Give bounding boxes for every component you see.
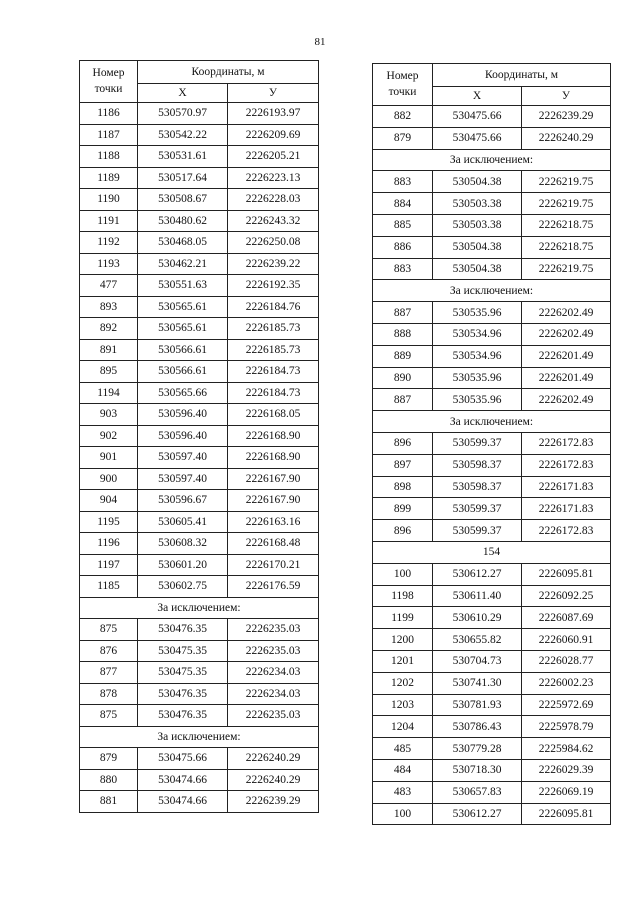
- header-point-number: Номер точки: [373, 64, 433, 106]
- section-row: [373, 280, 611, 302]
- point-number-cell: 1199: [373, 607, 433, 629]
- x-coordinate-cell: 530475.66: [433, 127, 522, 149]
- point-number-cell: 877: [80, 662, 138, 684]
- y-coordinate-cell: 2226192.35: [228, 275, 319, 297]
- y-coordinate-cell: 2225984.62: [522, 738, 611, 760]
- table-row: [80, 189, 319, 211]
- x-coordinate-cell: 530718.30: [433, 759, 522, 781]
- header-y: У: [228, 84, 319, 103]
- table-row: [373, 302, 611, 324]
- table-row: [373, 127, 611, 149]
- x-coordinate-cell: 530475.35: [138, 640, 228, 662]
- point-number-cell: 485: [373, 738, 433, 760]
- point-number-cell: 896: [373, 520, 433, 542]
- point-number-cell: 887: [373, 389, 433, 411]
- table-row: [373, 607, 611, 629]
- y-coordinate-cell: 2226250.08: [228, 232, 319, 254]
- table-row: [80, 124, 319, 146]
- table-row: [80, 210, 319, 232]
- x-coordinate-cell: 530565.66: [138, 382, 228, 404]
- y-coordinate-cell: 2226171.83: [522, 476, 611, 498]
- table-row: [373, 345, 611, 367]
- x-coordinate-cell: 530657.83: [433, 781, 522, 803]
- y-coordinate-cell: 2226002.23: [522, 672, 611, 694]
- x-coordinate-cell: 530612.27: [433, 563, 522, 585]
- x-coordinate-cell: 530503.38: [433, 193, 522, 215]
- y-coordinate-cell: 2226240.29: [228, 769, 319, 791]
- y-coordinate-cell: 2226234.03: [228, 662, 319, 684]
- table-row: [80, 662, 319, 684]
- point-number-cell: 897: [373, 454, 433, 476]
- x-coordinate-cell: 530611.40: [433, 585, 522, 607]
- x-coordinate-cell: 530503.38: [433, 214, 522, 236]
- table-row: [80, 576, 319, 598]
- point-number-cell: 892: [80, 318, 138, 340]
- y-coordinate-cell: 2226201.49: [522, 345, 611, 367]
- table-row: [80, 103, 319, 125]
- table-row: [80, 296, 319, 318]
- table-row: [373, 650, 611, 672]
- point-number-cell: 895: [80, 361, 138, 383]
- table-row: [373, 498, 611, 520]
- y-coordinate-cell: 2226167.90: [228, 490, 319, 512]
- y-coordinate-cell: 2226069.19: [522, 781, 611, 803]
- table-row: [373, 759, 611, 781]
- x-coordinate-cell: 530597.40: [138, 447, 228, 469]
- table-row: [80, 683, 319, 705]
- table-row: [373, 520, 611, 542]
- y-coordinate-cell: 2226202.49: [522, 323, 611, 345]
- point-number-cell: 483: [373, 781, 433, 803]
- y-coordinate-cell: 2225978.79: [522, 716, 611, 738]
- point-number-cell: 896: [373, 432, 433, 454]
- y-coordinate-cell: 2226184.76: [228, 296, 319, 318]
- y-coordinate-cell: 2226240.29: [522, 127, 611, 149]
- x-coordinate-cell: 530534.96: [433, 323, 522, 345]
- x-coordinate-cell: 530504.38: [433, 236, 522, 258]
- x-coordinate-cell: 530475.66: [433, 106, 522, 128]
- point-number-cell: 879: [373, 127, 433, 149]
- x-coordinate-cell: 530779.28: [433, 738, 522, 760]
- x-coordinate-cell: 530596.40: [138, 404, 228, 426]
- point-number-cell: 1203: [373, 694, 433, 716]
- section-row: [373, 411, 611, 433]
- table-row: [80, 339, 319, 361]
- y-coordinate-cell: 2226239.29: [228, 791, 319, 813]
- y-coordinate-cell: 2226168.90: [228, 447, 319, 469]
- y-coordinate-cell: 2226171.83: [522, 498, 611, 520]
- table-row: [80, 554, 319, 576]
- point-number-cell: 1190: [80, 189, 138, 211]
- table-row: [80, 511, 319, 533]
- x-coordinate-cell: 530601.20: [138, 554, 228, 576]
- x-coordinate-cell: 530565.61: [138, 296, 228, 318]
- table-row: [373, 258, 611, 280]
- y-coordinate-cell: 2226235.03: [228, 640, 319, 662]
- point-number-cell: 884: [373, 193, 433, 215]
- point-number-cell: 900: [80, 468, 138, 490]
- section-row: [80, 726, 319, 748]
- table-row: [80, 705, 319, 727]
- x-coordinate-cell: 530476.35: [138, 619, 228, 641]
- point-number-cell: 100: [373, 563, 433, 585]
- x-coordinate-cell: 530474.66: [138, 769, 228, 791]
- point-number-cell: 875: [80, 705, 138, 727]
- x-coordinate-cell: 530504.38: [433, 258, 522, 280]
- section-label: За исключением:: [373, 411, 611, 433]
- x-coordinate-cell: 530517.64: [138, 167, 228, 189]
- point-number-cell: 1192: [80, 232, 138, 254]
- y-coordinate-cell: 2226163.16: [228, 511, 319, 533]
- point-number-cell: 1201: [373, 650, 433, 672]
- x-coordinate-cell: 530655.82: [433, 629, 522, 651]
- y-coordinate-cell: 2226234.03: [228, 683, 319, 705]
- table-row: [373, 694, 611, 716]
- x-coordinate-cell: 530599.37: [433, 498, 522, 520]
- coordinates-table-right: [372, 63, 611, 825]
- x-coordinate-cell: 530551.63: [138, 275, 228, 297]
- table-row: [373, 476, 611, 498]
- x-coordinate-cell: 530596.40: [138, 425, 228, 447]
- y-coordinate-cell: 2226170.21: [228, 554, 319, 576]
- y-coordinate-cell: 2226087.69: [522, 607, 611, 629]
- x-coordinate-cell: 530508.67: [138, 189, 228, 211]
- point-number-cell: 883: [373, 171, 433, 193]
- x-coordinate-cell: 530605.41: [138, 511, 228, 533]
- x-coordinate-cell: 530531.61: [138, 146, 228, 168]
- y-coordinate-cell: 2226184.73: [228, 361, 319, 383]
- x-coordinate-cell: 530612.27: [433, 803, 522, 825]
- y-coordinate-cell: 2226168.05: [228, 404, 319, 426]
- x-coordinate-cell: 530504.38: [433, 171, 522, 193]
- x-coordinate-cell: 530610.29: [433, 607, 522, 629]
- y-coordinate-cell: 2226060.91: [522, 629, 611, 651]
- point-number-cell: 889: [373, 345, 433, 367]
- point-number-cell: 890: [373, 367, 433, 389]
- point-number-cell: 1194: [80, 382, 138, 404]
- point-number-cell: 885: [373, 214, 433, 236]
- section-row: [373, 541, 611, 563]
- y-coordinate-cell: 2226201.49: [522, 367, 611, 389]
- table-row: [373, 781, 611, 803]
- y-coordinate-cell: 2226095.81: [522, 563, 611, 585]
- y-coordinate-cell: 2226219.75: [522, 171, 611, 193]
- section-label: За исключением:: [373, 149, 611, 171]
- y-coordinate-cell: 2226235.03: [228, 705, 319, 727]
- section-label: За исключением:: [373, 280, 611, 302]
- point-number-cell: 484: [373, 759, 433, 781]
- y-coordinate-cell: 2226218.75: [522, 236, 611, 258]
- header-x: Х: [138, 84, 228, 103]
- table-row: [80, 167, 319, 189]
- x-coordinate-cell: 530476.35: [138, 705, 228, 727]
- x-coordinate-cell: 530786.43: [433, 716, 522, 738]
- table-row: [80, 232, 319, 254]
- point-number-cell: 1196: [80, 533, 138, 555]
- point-number-cell: 1200: [373, 629, 433, 651]
- x-coordinate-cell: 530599.37: [433, 520, 522, 542]
- table-row: [80, 404, 319, 426]
- x-coordinate-cell: 530566.61: [138, 361, 228, 383]
- header-coordinates: Координаты, м: [433, 64, 611, 87]
- point-number-cell: 878: [80, 683, 138, 705]
- table-row: [80, 146, 319, 168]
- x-coordinate-cell: 530566.61: [138, 339, 228, 361]
- table-row: [80, 619, 319, 641]
- section-label: За исключением:: [80, 726, 319, 748]
- table-row: [373, 193, 611, 215]
- coordinates-table-left: [79, 60, 319, 813]
- table-row: [80, 640, 319, 662]
- point-number-cell: 1195: [80, 511, 138, 533]
- table-row: [373, 236, 611, 258]
- y-coordinate-cell: 2226172.83: [522, 432, 611, 454]
- table-row: [373, 323, 611, 345]
- table-row: [80, 748, 319, 770]
- y-coordinate-cell: 2226193.97: [228, 103, 319, 125]
- point-number-cell: 876: [80, 640, 138, 662]
- point-number-cell: 1189: [80, 167, 138, 189]
- point-number-cell: 881: [80, 791, 138, 813]
- x-coordinate-cell: 530535.96: [433, 389, 522, 411]
- header-x: Х: [433, 87, 522, 106]
- x-coordinate-cell: 530597.40: [138, 468, 228, 490]
- table-row: [80, 447, 319, 469]
- table-row: [373, 672, 611, 694]
- point-number-cell: 477: [80, 275, 138, 297]
- page-number: 81: [314, 36, 326, 48]
- header-point-number: Номер точки: [80, 61, 138, 103]
- table-row: [373, 803, 611, 825]
- x-coordinate-cell: 530565.61: [138, 318, 228, 340]
- table-row: [373, 214, 611, 236]
- point-number-cell: 100: [373, 803, 433, 825]
- table-row: [373, 389, 611, 411]
- table-row: [80, 425, 319, 447]
- table-row: [373, 738, 611, 760]
- x-coordinate-cell: 530570.97: [138, 103, 228, 125]
- section-label: За исключением:: [80, 597, 319, 619]
- x-coordinate-cell: 530535.96: [433, 302, 522, 324]
- x-coordinate-cell: 530598.37: [433, 476, 522, 498]
- point-number-cell: 902: [80, 425, 138, 447]
- table-row: [373, 454, 611, 476]
- y-coordinate-cell: 2226176.59: [228, 576, 319, 598]
- point-number-cell: 1193: [80, 253, 138, 275]
- y-coordinate-cell: 2226205.21: [228, 146, 319, 168]
- point-number-cell: 1198: [373, 585, 433, 607]
- point-number-cell: 1187: [80, 124, 138, 146]
- table-row: [80, 382, 319, 404]
- point-number-cell: 899: [373, 498, 433, 520]
- point-number-cell: 1186: [80, 103, 138, 125]
- y-coordinate-cell: 2226219.75: [522, 258, 611, 280]
- table-row: [373, 432, 611, 454]
- point-number-cell: 880: [80, 769, 138, 791]
- x-coordinate-cell: 530475.66: [138, 748, 228, 770]
- table-row: [80, 318, 319, 340]
- point-number-cell: 882: [373, 106, 433, 128]
- y-coordinate-cell: 2226228.03: [228, 189, 319, 211]
- x-coordinate-cell: 530542.22: [138, 124, 228, 146]
- table-row: [373, 106, 611, 128]
- point-number-cell: 898: [373, 476, 433, 498]
- x-coordinate-cell: 530480.62: [138, 210, 228, 232]
- point-number-cell: 903: [80, 404, 138, 426]
- x-coordinate-cell: 530474.66: [138, 791, 228, 813]
- y-coordinate-cell: 2226168.48: [228, 533, 319, 555]
- y-coordinate-cell: 2226172.83: [522, 520, 611, 542]
- y-coordinate-cell: 2226219.75: [522, 193, 611, 215]
- y-coordinate-cell: 2226167.90: [228, 468, 319, 490]
- point-number-cell: 901: [80, 447, 138, 469]
- y-coordinate-cell: 2226235.03: [228, 619, 319, 641]
- point-number-cell: 886: [373, 236, 433, 258]
- x-coordinate-cell: 530475.35: [138, 662, 228, 684]
- point-number-cell: 1185: [80, 576, 138, 598]
- table-row: [80, 361, 319, 383]
- y-coordinate-cell: 2226239.22: [228, 253, 319, 275]
- section-row: [80, 597, 319, 619]
- table-row: [80, 468, 319, 490]
- x-coordinate-cell: 530462.21: [138, 253, 228, 275]
- x-coordinate-cell: 530598.37: [433, 454, 522, 476]
- header-y: У: [522, 87, 611, 106]
- table-row: [373, 563, 611, 585]
- y-coordinate-cell: 2226223.13: [228, 167, 319, 189]
- x-coordinate-cell: 530781.93: [433, 694, 522, 716]
- point-number-cell: 883: [373, 258, 433, 280]
- section-label: 154: [373, 541, 611, 563]
- x-coordinate-cell: 530534.96: [433, 345, 522, 367]
- x-coordinate-cell: 530596.67: [138, 490, 228, 512]
- point-number-cell: 879: [80, 748, 138, 770]
- point-number-cell: 887: [373, 302, 433, 324]
- header-coordinates: Координаты, м: [138, 61, 319, 84]
- table-row: [373, 585, 611, 607]
- point-number-cell: 1191: [80, 210, 138, 232]
- point-number-cell: 891: [80, 339, 138, 361]
- y-coordinate-cell: 2226184.73: [228, 382, 319, 404]
- table-row: [373, 171, 611, 193]
- point-number-cell: 875: [80, 619, 138, 641]
- y-coordinate-cell: 2226029.39: [522, 759, 611, 781]
- point-number-cell: 1188: [80, 146, 138, 168]
- point-number-cell: 888: [373, 323, 433, 345]
- y-coordinate-cell: 2226028.77: [522, 650, 611, 672]
- y-coordinate-cell: 2226243.32: [228, 210, 319, 232]
- point-number-cell: 1202: [373, 672, 433, 694]
- y-coordinate-cell: 2226185.73: [228, 339, 319, 361]
- x-coordinate-cell: 530741.30: [433, 672, 522, 694]
- x-coordinate-cell: 530602.75: [138, 576, 228, 598]
- table-row: [373, 629, 611, 651]
- x-coordinate-cell: 530608.32: [138, 533, 228, 555]
- y-coordinate-cell: 2226185.73: [228, 318, 319, 340]
- table-row: [80, 275, 319, 297]
- y-coordinate-cell: 2225972.69: [522, 694, 611, 716]
- y-coordinate-cell: 2226239.29: [522, 106, 611, 128]
- x-coordinate-cell: 530468.05: [138, 232, 228, 254]
- y-coordinate-cell: 2226218.75: [522, 214, 611, 236]
- point-number-cell: 1197: [80, 554, 138, 576]
- x-coordinate-cell: 530476.35: [138, 683, 228, 705]
- y-coordinate-cell: 2226202.49: [522, 302, 611, 324]
- point-number-cell: 904: [80, 490, 138, 512]
- y-coordinate-cell: 2226095.81: [522, 803, 611, 825]
- y-coordinate-cell: 2226209.69: [228, 124, 319, 146]
- x-coordinate-cell: 530535.96: [433, 367, 522, 389]
- table-row: [80, 490, 319, 512]
- x-coordinate-cell: 530704.73: [433, 650, 522, 672]
- table-row: [373, 367, 611, 389]
- table-row: [80, 253, 319, 275]
- x-coordinate-cell: 530599.37: [433, 432, 522, 454]
- y-coordinate-cell: 2226202.49: [522, 389, 611, 411]
- table-row: [80, 791, 319, 813]
- y-coordinate-cell: 2226172.83: [522, 454, 611, 476]
- section-row: [373, 149, 611, 171]
- y-coordinate-cell: 2226092.25: [522, 585, 611, 607]
- point-number-cell: 893: [80, 296, 138, 318]
- table-row: [80, 533, 319, 555]
- table-row: [373, 716, 611, 738]
- y-coordinate-cell: 2226168.90: [228, 425, 319, 447]
- y-coordinate-cell: 2226240.29: [228, 748, 319, 770]
- point-number-cell: 1204: [373, 716, 433, 738]
- table-row: [80, 769, 319, 791]
